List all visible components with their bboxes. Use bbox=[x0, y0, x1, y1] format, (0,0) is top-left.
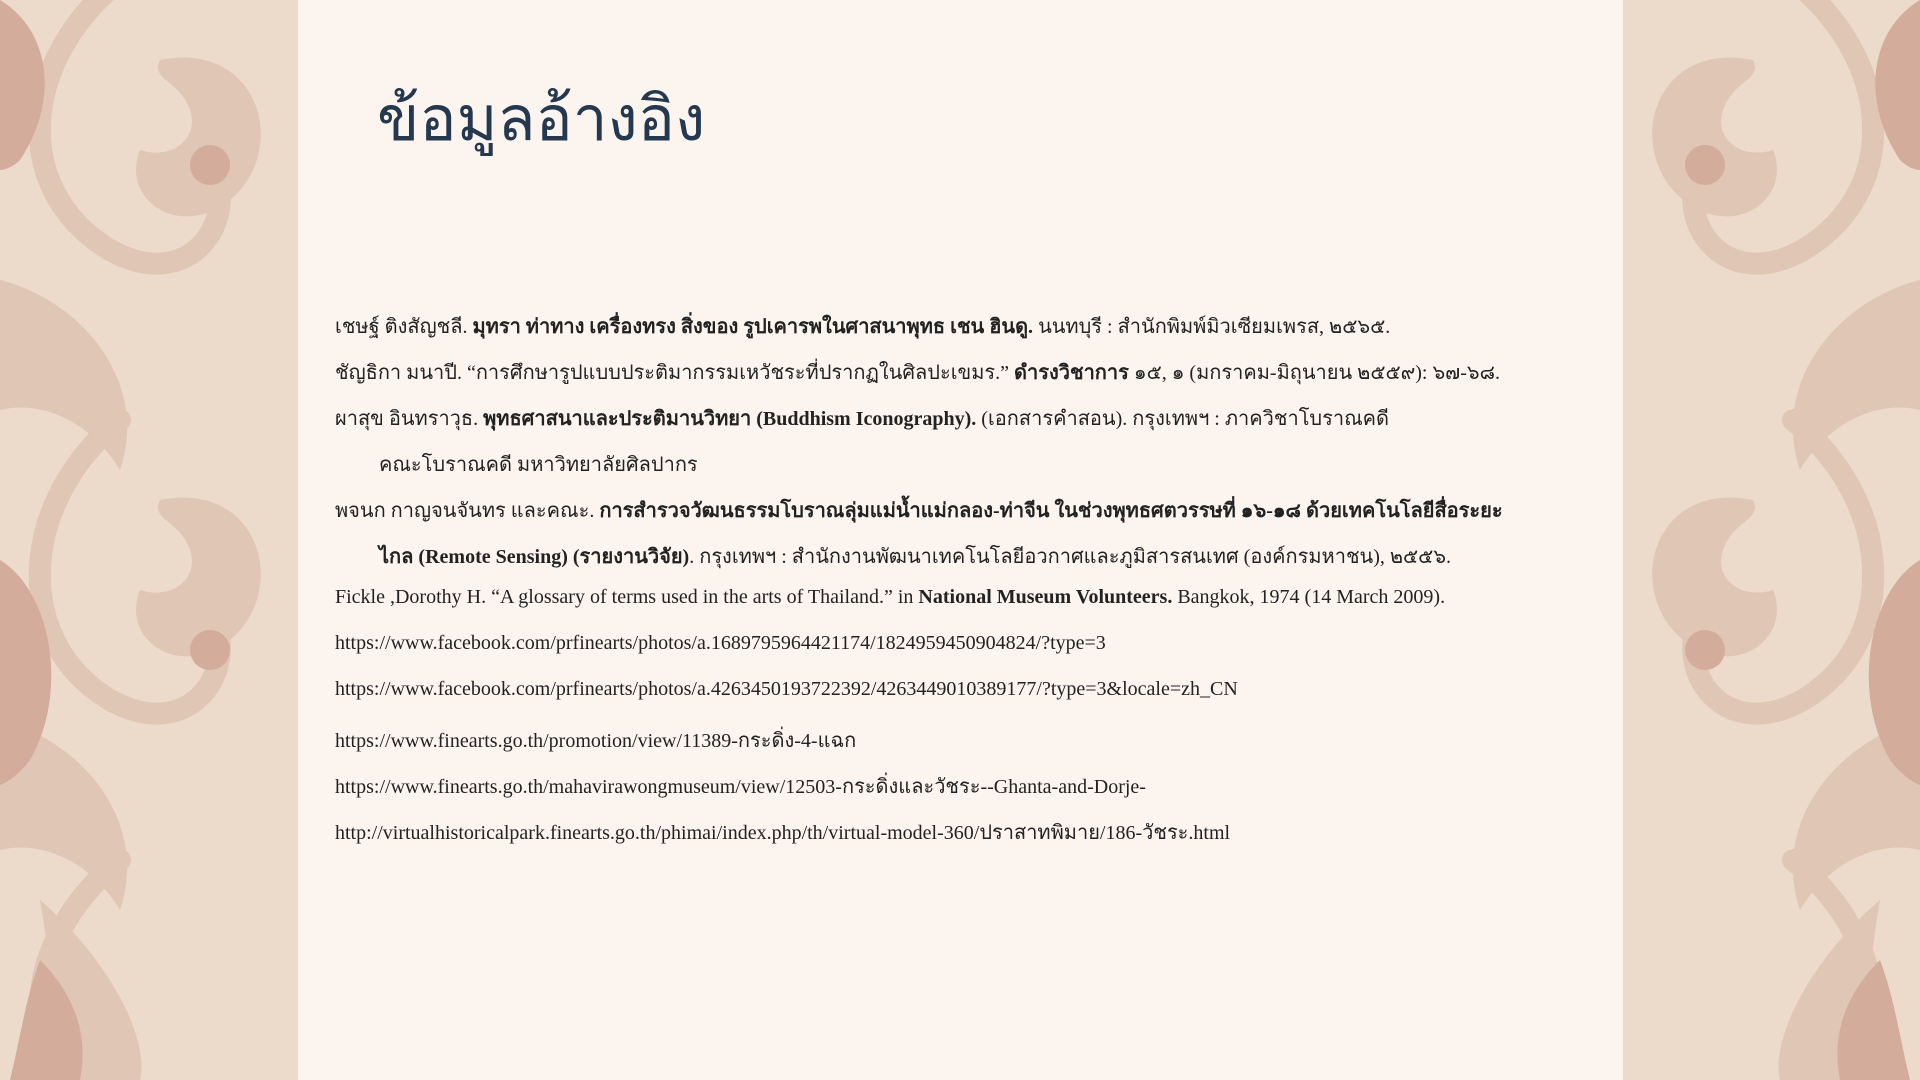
reference-text: เชษฐ์ ติงสัญชลี. bbox=[335, 316, 473, 338]
left-ornament-border bbox=[0, 0, 298, 1080]
reference-text: https://www.finearts.go.th/promotion/view/11389-กระดิ่ง-4-แฉก bbox=[335, 730, 857, 752]
reference-text: ผาสุข อินทราวุธ. bbox=[335, 408, 484, 430]
reference-entry bbox=[335, 724, 856, 756]
reference-text: . กรุงเทพฯ : สำนักงานพัฒนาเทคโนโลยีอวกาศและภูมิสารสนเทศ (องค์กรมหาชน), ๒๕๕๖. bbox=[689, 546, 1452, 568]
slide-title: ข้อมูลอ้างอิง bbox=[377, 82, 706, 155]
reference-entry bbox=[335, 402, 1389, 434]
reference-text: (เอกสารคำสอน). กรุงเทพฯ : ภาควิชาโบราณคดี bbox=[976, 408, 1390, 430]
reference-text: Fickle ,Dorothy H. “A glossary of terms used in the arts of Thailand.” in bbox=[335, 586, 919, 608]
reference-bold-title: National Museum Volunteers. bbox=[918, 586, 1173, 608]
reference-bold-title: การสำรวจวัฒนธรรมโบราณลุ่มแม่น้ำแม่กลอง-ท่าจีน ในช่วงพุทธศตวรรษที่ ๑๖-๑๘ ด้วยเทคโนโลยีสื่อระยะ bbox=[599, 500, 1503, 522]
reference-text: พจนก กาญจนจันทร และคณะ. bbox=[335, 500, 600, 522]
reference-text: นนทบุรี : สำนักพิมพ์มิวเซียมเพรส, ๒๕๖๕. bbox=[1033, 316, 1391, 338]
reference-text: ชัญธิกา มนาปี. “การศึกษารูปแบบประติมากรรมเหวัชระที่ปรากฏในศิลปะเขมร.” bbox=[335, 362, 1015, 384]
reference-bold-title: ดำรงวิชาการ bbox=[1014, 362, 1129, 384]
reference-entry bbox=[335, 586, 1445, 609]
reference-entry bbox=[335, 356, 1500, 388]
kanok-scroll-ornament-right bbox=[1623, 0, 1920, 1080]
reference-entry bbox=[335, 816, 1230, 848]
reference-text: ๑๕, ๑ (มกราคม-มิถุนายน ๒๕๕๙): ๖๗-๖๘. bbox=[1128, 362, 1500, 384]
reference-text: Bangkok, 1974 (14 March 2009). bbox=[1172, 586, 1446, 608]
reference-bold-title: มุทรา ท่าทาง เครื่องทรง สิ่งของ รูปเคารพในศาสนาพุทธ เชน ฮินดู. bbox=[472, 316, 1034, 338]
reference-entry bbox=[335, 632, 1106, 655]
reference-text: http://virtualhistoricalpark.finearts.go.th/phimai/index.php/th/virtual-model-360/ปราสาทพิมาย/186-วัชระ.html bbox=[335, 822, 1231, 844]
right-ornament-border bbox=[1623, 0, 1920, 1080]
reference-entry bbox=[335, 678, 1238, 701]
reference-text: https://www.facebook.com/prfinearts/photos/a.1689795964421174/1824959450904824/?type=3 bbox=[335, 632, 1106, 654]
reference-text: https://www.finearts.go.th/mahavirawongmuseum/view/12503-กระดิ่งและวัชระ--Ghanta-and-Dorje- bbox=[335, 776, 1146, 798]
reference-entry-continuation bbox=[379, 540, 1451, 572]
reference-entry bbox=[335, 310, 1390, 342]
reference-text: คณะโบราณคดี มหาวิทยาลัยศิลปากร bbox=[379, 454, 698, 476]
reference-bold-title: ไกล (Remote Sensing) (รายงานวิจัย) bbox=[379, 546, 690, 568]
kanok-scroll-ornament-left bbox=[0, 0, 298, 1080]
reference-entry bbox=[335, 494, 1503, 526]
reference-entry bbox=[335, 770, 1146, 802]
reference-entry-continuation bbox=[379, 448, 698, 480]
reference-bold-title: พุทธศาสนาและประติมานวิทยา (Buddhism Iconography). bbox=[483, 408, 977, 430]
reference-text: https://www.facebook.com/prfinearts/photos/a.4263450193722392/4263449010389177/?type=3&locale=zh_CN bbox=[335, 678, 1238, 700]
